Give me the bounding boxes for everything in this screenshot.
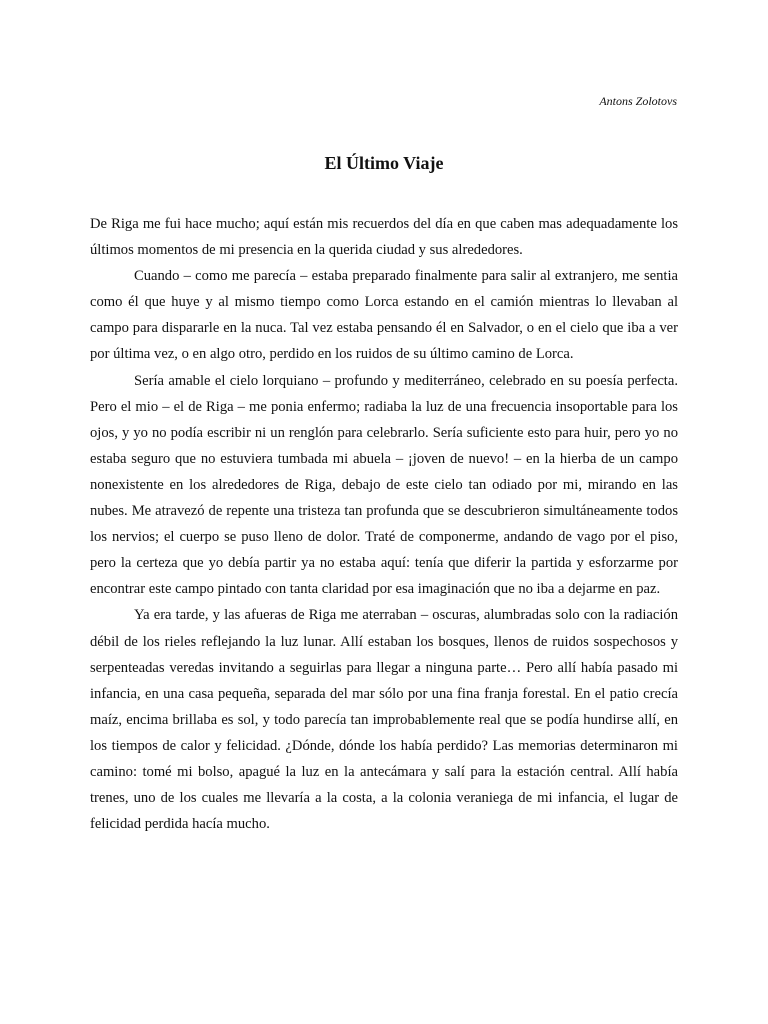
- paragraph: Sería amable el cielo lorquiano – profundo y mediterráneo, celebrado en su poesía perfecta. Pero el mio – el de Riga – me ponia enfermo; radiaba la luz de una frecuencia insoportable para los ojos, y yo no podía escribir ni un renglón para celebrarlo. Sería suficiente esto para huir, pero yo no estaba seguro que no estuviera tumbada mi abuela – ¡joven de nuevo! – en la hierba de un campo nonexistente en los alrededores de Riga, debajo de este cielo tan odiado por mi, mirando en las nubes. Me atravezó de repente una tristeza tan profunda que se descubrieron simultáneamente todos los nervios; el cuerpo se puso lleno de dolor. Traté de componerme, andando de vago por el piso, pero la certeza que yo debía partir ya no estaba aquí: tenía que diferir la partida y esforzarme por encontrar este campo pintado con tanta claridad por esa imaginación que no iba a dejarme en paz.: [90, 372, 678, 598]
- author-name: Antons Zolotovs: [599, 94, 677, 108]
- body-text: [90, 211, 678, 837]
- paragraph: De Riga me fui hace mucho; aquí están mis recuerdos del día en que caben mas adequadamente los últimos momentos de mi presencia en la querida ciudad y sus alrededores.: [90, 216, 678, 259]
- paragraph: Cuando – como me parecía – estaba preparado finalmente para salir al extranjero, me sentia como él que huye y al mismo tiempo como Lorca estando en el camión mientras lo llevaban al campo para dispararle en la nuca. Tal vez estaba pensando él en Salvador, o en el cielo que iba a ver por última vez, o en algo otro, perdido en los ruidos de su último camino de Lorca.: [90, 268, 678, 363]
- document-title: El Último Viaje: [324, 153, 444, 173]
- paragraph: Ya era tarde, y las afueras de Riga me aterraban – oscuras, alumbradas solo con la radiación débil de los rieles reflejando la luz lunar. Allí estaban los bosques, llenos de ruidos sospechosos y serpenteadas veredas invitando a seguirlas para llegar a ninguna parte… Pero allí había pasado mi infancia, en una casa pequeña, separada del mar sólo por una fina franja forestal. En el patio crecía maíz, encima brillaba es sol, y todo parecía tan improbablemente real que se podía hundirse allí, en los tiempos de calor y felicidad. ¿Dónde, dónde los había perdido? Las memorias determinaron mi camino: tomé mi bolso, apagué la luz en la antecámara y salí para la estación central. Allí había trenes, uno de los cuales me llevaría a la costa, a la colonia veraniega de mi infancia, el lugar de felicidad perdida hacía mucho.: [90, 607, 678, 833]
